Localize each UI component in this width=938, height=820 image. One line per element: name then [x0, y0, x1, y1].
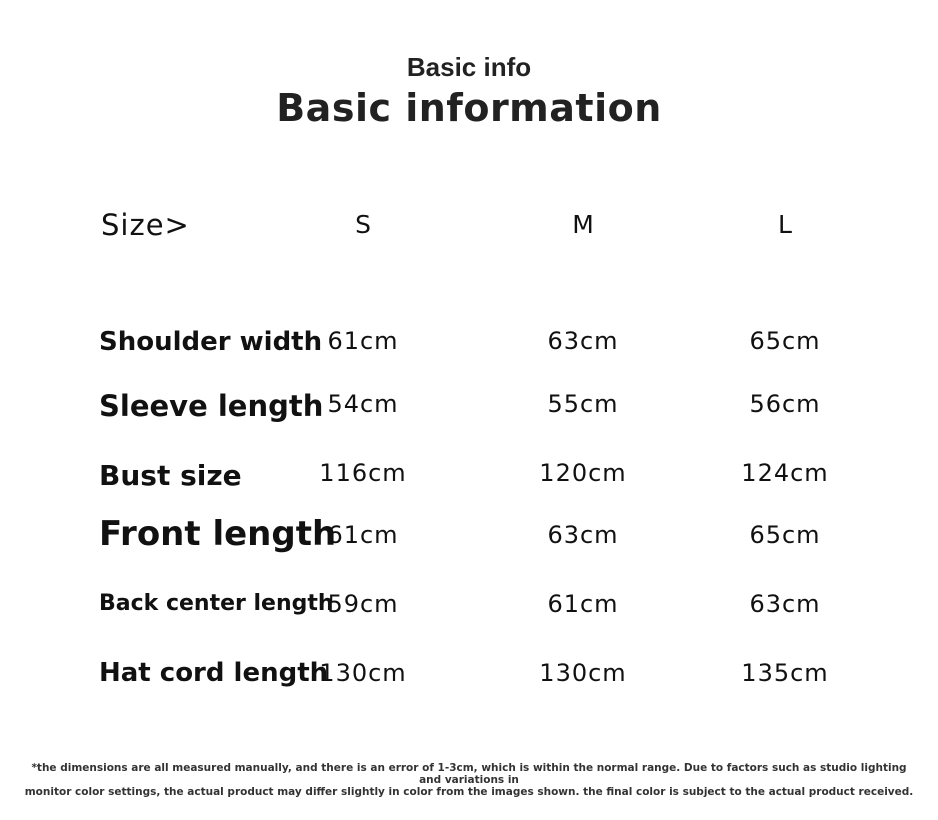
cell-back-center-length-m: 61cm [547, 590, 619, 618]
row-label-shoulder-width: Shoulder width [99, 327, 323, 357]
size-column-s: S [355, 210, 371, 239]
footnote-line-1: *the dimensions are all measured manually, and there is an error of 1-3cm, which is within the normal range. Due to factors such as studio lighting and variations in [31, 762, 907, 786]
cell-bust-size-l: 124cm [741, 459, 829, 487]
cell-hat-cord-length-s: 130cm [319, 659, 407, 687]
cell-bust-size-s: 116cm [319, 459, 407, 487]
size-header-label: Size> [101, 208, 190, 242]
cell-back-center-length-l: 63cm [749, 590, 821, 618]
row-label-back-center-length: Back center length [99, 591, 334, 616]
cell-shoulder-width-l: 65cm [749, 327, 821, 355]
cell-front-length-l: 65cm [749, 521, 821, 549]
cell-sleeve-length-l: 56cm [749, 390, 821, 418]
page-title: Basic information [276, 86, 662, 130]
cell-front-length-m: 63cm [547, 521, 619, 549]
row-label-front-length: Front length [99, 514, 337, 554]
size-column-m: M [572, 210, 594, 239]
row-label-sleeve-length: Sleeve length [99, 389, 324, 423]
cell-sleeve-length-s: 54cm [327, 390, 399, 418]
cell-shoulder-width-s: 61cm [327, 327, 399, 355]
size-column-l: L [778, 210, 792, 239]
cell-back-center-length-s: 59cm [327, 590, 399, 618]
cell-hat-cord-length-l: 135cm [741, 659, 829, 687]
cell-shoulder-width-m: 63cm [547, 327, 619, 355]
row-label-hat-cord-length: Hat cord length [99, 658, 329, 688]
page-subtitle: Basic info [406, 52, 532, 82]
cell-sleeve-length-m: 55cm [547, 390, 619, 418]
footnote-line-2: monitor color settings, the actual product may differ slightly in color from the images shown. the final color is subject to the actual product received. [24, 786, 914, 798]
cell-hat-cord-length-m: 130cm [539, 659, 627, 687]
disclaimer-footnote [20, 762, 918, 798]
cell-bust-size-m: 120cm [539, 459, 627, 487]
row-label-bust-size: Bust size [99, 459, 242, 492]
cell-front-length-s: 61cm [327, 521, 399, 549]
